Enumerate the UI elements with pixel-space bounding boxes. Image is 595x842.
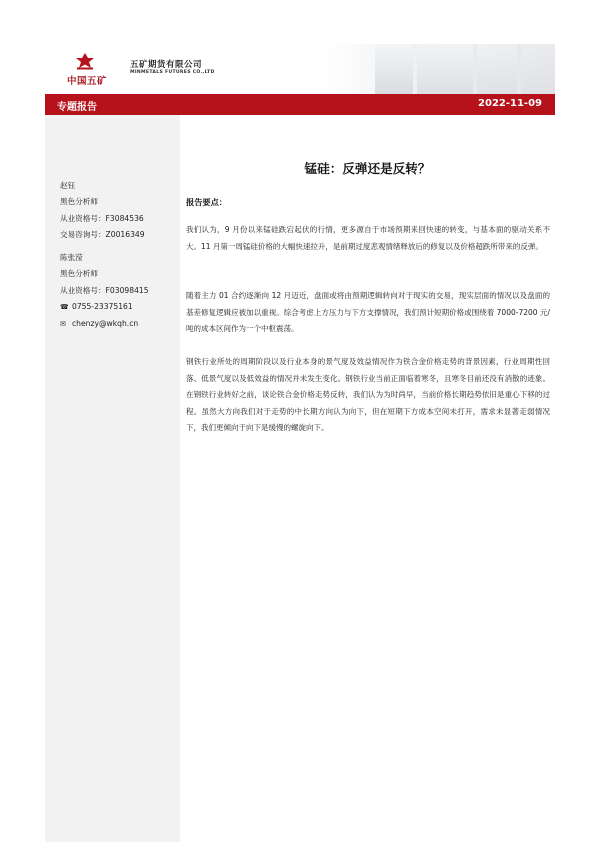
analyst-card (60, 250, 149, 332)
summary-paragraph: 钢铁行业所处的周期阶段以及行业本身的景气度及效益情况作为铁合金价格走势的背景因素，行业周期性回落、低景气度以及低效益的情况并未发生变化。钢铁行业当前正面临着寒冬，且寒冬目前还没有消散的迹象。在钢铁行业转好之前，谈论铁合金价格走势反转，我们认为为时尚早，当前价格长期趋势依旧是重心下移的过程。虽然大方向我们对于走势的中长期方向认为向下，但在短期下方成本空间未打开，需求未显著走弱情况下，我们更倾向于向下是缓慢的螺旋向下。 (186, 357, 550, 432)
report-title: 锰硅：反弹还是反转？ (304, 161, 431, 176)
summary-paragraph: 随着主力 01 合约逐渐向 12 月迈近，盘面或将由预期逻辑转向对于现实的交易，现实层面的情况以及盘面的基差修复逻辑应被加以重视。综合考虑上方压力与下方支撑情况，我们预计短期价格或围绕着 7000-7200 元/吨的成本区间作为一个中枢震荡。 (186, 291, 550, 333)
building-graphic (521, 44, 555, 94)
analyst-card (60, 178, 145, 244)
company-logo-icon (75, 52, 95, 70)
analyst-role: 黑色分析师 (60, 269, 98, 279)
analyst-email-row (60, 316, 149, 332)
analyst-role: 黑色分析师 (60, 197, 98, 207)
analyst-phone-row (60, 299, 149, 315)
analyst-license: 从业资格号：F03098415 (60, 285, 149, 295)
building-graphic (417, 44, 473, 94)
logo-text: 中国五矿 (67, 76, 108, 87)
company-name-en: MINMETALS FUTURES CO.,LTD (130, 70, 215, 75)
phone-icon: ☎ (60, 303, 69, 312)
email-icon: ✉ (60, 319, 66, 328)
report-type-label: 专题报告 (57, 102, 97, 113)
analyst-email[interactable]: chenzy@wkqh.cn (72, 318, 139, 328)
report-date: 2022-11-09 (478, 98, 542, 109)
analyst-name: 陈张滢 (60, 253, 83, 262)
summary-heading: 报告要点： (186, 197, 227, 207)
analyst-license: 从业资格号：F3084536 (60, 213, 144, 223)
page-header (45, 44, 555, 94)
building-graphic (375, 44, 413, 94)
analyst-phone: 0755-23375161 (72, 302, 133, 312)
report-type-band (45, 94, 555, 115)
summary-paragraph: 我们认为，9 月份以来锰硅跌宕起伏的行情，更多源自于市场预期来回快速的转变，与基本面的驱动关系不大。11 月第一周锰硅价格的大幅快速拉升，是前期过度悲观情绪释放后的修复以及价格超跌所带来的反弹。 (186, 225, 550, 251)
building-graphic (477, 44, 517, 94)
company-name-cn: 五矿期货有限公司 (130, 60, 203, 70)
analyst-name: 赵钰 (60, 181, 76, 190)
analyst-consult-id: 交易咨询号：Z0016349 (60, 230, 145, 240)
